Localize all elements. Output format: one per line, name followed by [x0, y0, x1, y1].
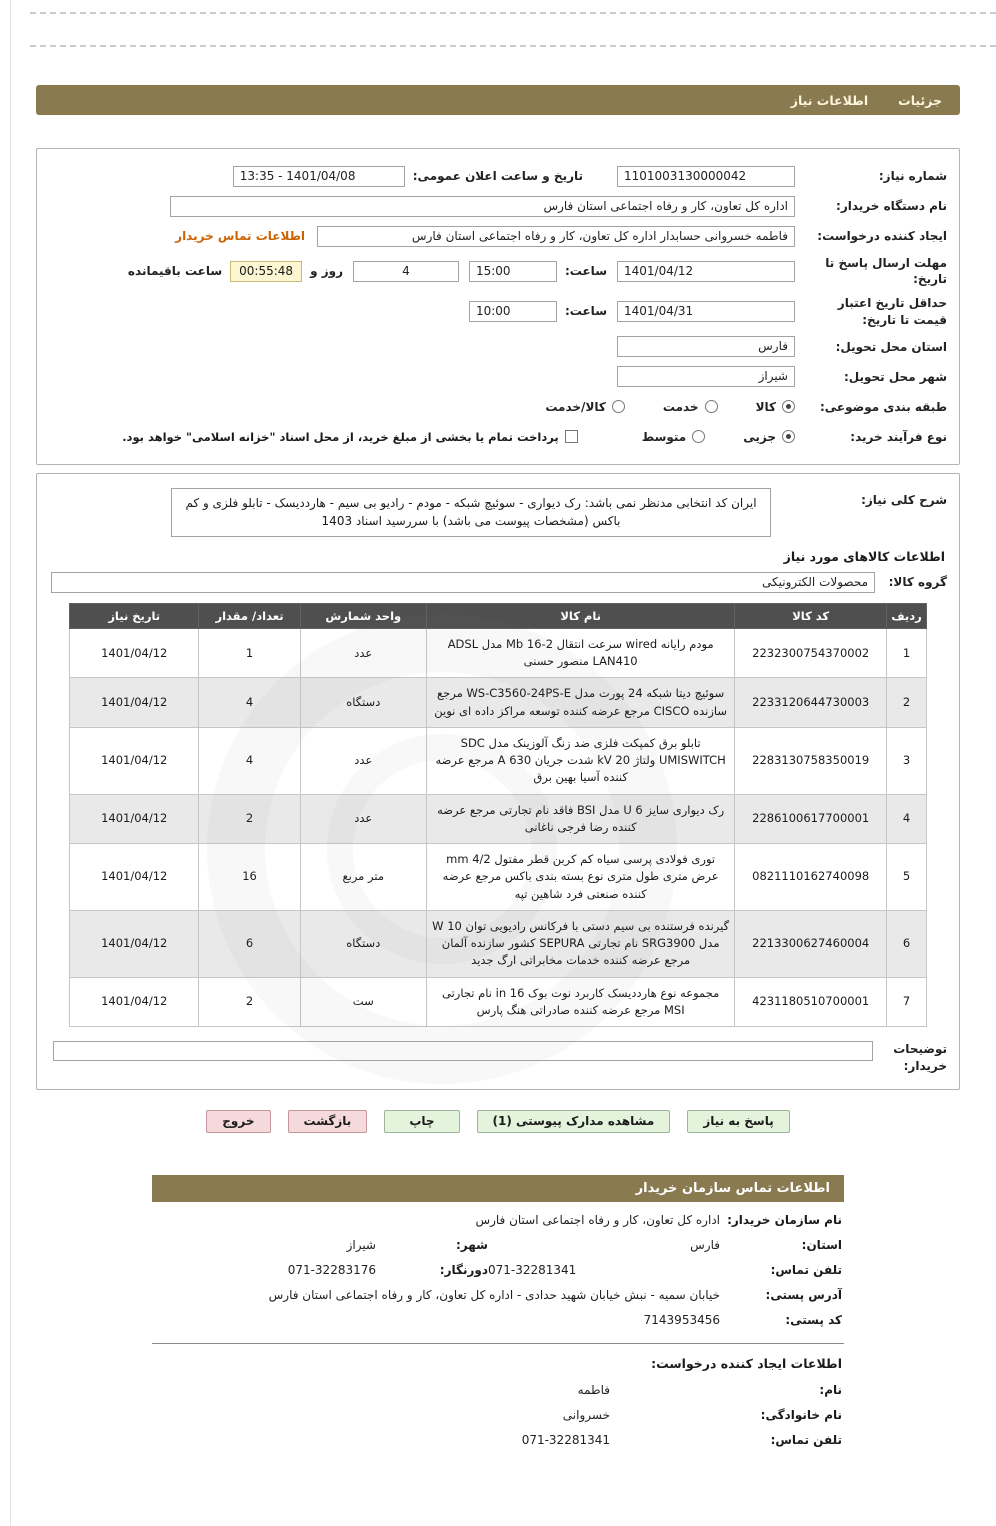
address-value: خیابان سمیه - نبش خیابان شهید حدادی - اداره کل تعاون، کار و رفاه اجتماعی استان فارس — [268, 1287, 720, 1302]
cell-item-code: 0821110162740098 — [735, 844, 887, 911]
fax-label: دورنگار: — [439, 1262, 488, 1277]
treasury-checkbox[interactable] — [565, 430, 578, 443]
items-table-header — [70, 603, 927, 628]
items-section-title: اطلاعات کالاهای مورد نیاز — [783, 548, 945, 564]
tab-bar — [36, 85, 960, 115]
buyer-notes-label: توضیحات خریدار: — [893, 1042, 947, 1073]
table-row[interactable] — [70, 977, 927, 1027]
org-name-row — [154, 1213, 842, 1227]
cell-row-number: 3 — [887, 727, 927, 794]
table-row[interactable] — [70, 628, 927, 678]
classification-row — [49, 396, 947, 418]
deadline-date-field[interactable]: 1401/04/12 — [617, 261, 795, 282]
first-name-row — [154, 1383, 842, 1397]
footer-city-label: شهر: — [456, 1237, 488, 1252]
buyer-org-label: نام دستگاه خریدار: — [836, 198, 947, 213]
radio-goods[interactable] — [782, 400, 795, 413]
page-left-rule — [10, 0, 11, 1526]
cell-need-date: 1401/04/12 — [70, 678, 199, 728]
top-dashed-divider — [30, 12, 996, 14]
radio-goods-service-label: کالا/خدمت — [545, 399, 606, 414]
goods-group-row — [49, 572, 947, 593]
radio-goods-service[interactable] — [612, 400, 625, 413]
buyer-org-field[interactable]: اداره کل تعاون، کار و رفاه اجتماعی استان فارس — [170, 196, 795, 217]
city-field[interactable]: شیراز — [617, 366, 795, 387]
org-name-label: نام سازمان خریدار: — [727, 1212, 842, 1227]
cell-need-date: 1401/04/12 — [70, 628, 199, 678]
footer-divider — [152, 1343, 844, 1344]
days-remaining-field[interactable]: 4 — [353, 261, 459, 282]
footer-city-value: شیراز — [346, 1237, 376, 1252]
cell-item-code: 2286100617700001 — [735, 794, 887, 844]
validity-time-field[interactable]: 10:00 — [469, 301, 557, 322]
cell-item-code: 2283130758350019 — [735, 727, 887, 794]
creator-row — [49, 225, 947, 247]
creator-field[interactable]: فاطمه خسروانی حسابدار اداره کل تعاون، کار و رفاه اجتماعی استان فارس — [317, 226, 795, 247]
cell-need-date: 1401/04/12 — [70, 794, 199, 844]
announce-label: تاریخ و ساعت اعلان عمومی: — [412, 168, 583, 183]
radio-minor[interactable] — [782, 430, 795, 443]
countdown-timer: 00:55:48 — [230, 261, 302, 282]
cell-unit: ست — [300, 977, 426, 1027]
first-name-value: فاطمه — [577, 1382, 610, 1397]
need-number-field[interactable]: 1101003130000042 — [617, 166, 795, 187]
cell-unit: عدد — [300, 794, 426, 844]
days-unit-label: روز و — [310, 264, 343, 279]
cell-need-date: 1401/04/12 — [70, 910, 199, 977]
header-row-number: ردیف — [887, 603, 927, 628]
table-row[interactable] — [70, 794, 927, 844]
cell-unit: متر مربع — [300, 844, 426, 911]
buyer-contact-section — [152, 1175, 844, 1447]
cell-item-name: تابلو برق کمپکت فلزی ضد زنگ آلوزینک مدل SDC UMISWITCH ولتاژ 20 kV شدت جریان 630 A مرجع عرضه کننده آسیا بهین برق — [426, 727, 734, 794]
header-item-name: نام کالا — [426, 603, 734, 628]
cell-quantity: 1 — [199, 628, 300, 678]
delivery-province-row — [49, 336, 947, 358]
cell-row-number: 2 — [887, 678, 927, 728]
postal-code-label: کد پستی: — [785, 1312, 842, 1327]
creator-phone-label: تلفن تماس: — [770, 1432, 842, 1447]
need-info-panel — [36, 148, 960, 465]
need-number-label: شماره نیاز: — [878, 168, 947, 183]
creator-phone-row — [154, 1433, 842, 1447]
process-label: نوع فرآیند خرید: — [850, 429, 947, 444]
page-content — [36, 85, 960, 1458]
cell-unit: عدد — [300, 628, 426, 678]
exit-button[interactable]: خروج — [206, 1110, 270, 1133]
cell-row-number: 5 — [887, 844, 927, 911]
first-name-label: نام: — [819, 1382, 842, 1397]
need-description-box[interactable]: ایران کد انتخابی مدنظر نمی باشد: رک دیواری - سوئیچ شبکه - مودم - رادیو بی سیم - هارددیسک - تابلو فلزی و کم باکس (مشخصات پیوست می باشد) با سررسید اسناد 1403 — [171, 488, 771, 537]
last-name-row — [154, 1408, 842, 1422]
org-name-value: اداره کل تعاون، کار و رفاه اجتماعی استان فارس — [475, 1212, 720, 1227]
cell-row-number: 6 — [887, 910, 927, 977]
items-table — [69, 603, 927, 1027]
buyer-org-row — [49, 195, 947, 217]
reply-to-need-button[interactable]: پاسخ به نیاز — [687, 1110, 789, 1133]
table-row[interactable] — [70, 910, 927, 977]
second-dashed-divider — [30, 45, 996, 47]
radio-medium[interactable] — [692, 430, 705, 443]
header-need-date: تاریخ نیاز — [70, 603, 199, 628]
cell-need-date: 1401/04/12 — [70, 844, 199, 911]
radio-goods-label: کالا — [755, 399, 776, 414]
cell-item-code: 4231180510700001 — [735, 977, 887, 1027]
buyer-notes-field[interactable] — [53, 1041, 873, 1061]
goods-group-label: گروه کالا: — [888, 575, 947, 590]
cell-unit: دستگاه — [300, 910, 426, 977]
province-label: استان محل تحویل: — [835, 339, 947, 354]
postal-code-value: 7143953456 — [643, 1312, 720, 1327]
price-validity-row — [49, 295, 947, 327]
cell-row-number: 7 — [887, 977, 927, 1027]
last-name-label: نام خانوادگی: — [760, 1407, 842, 1422]
last-name-value: خسروانی — [562, 1407, 610, 1422]
address-row — [154, 1288, 842, 1302]
phone-fax-row — [154, 1263, 842, 1277]
view-attachments-button[interactable]: مشاهده مدارک پیوستی (1) — [477, 1110, 671, 1133]
buyer-contact-link[interactable]: اطلاعات تماس خریدار — [175, 229, 305, 243]
header-quantity: تعداد/ مقدار — [199, 603, 300, 628]
buyer-notes-row — [49, 1041, 947, 1075]
action-buttons — [36, 1110, 960, 1133]
creator-label: ایجاد کننده درخواست: — [817, 228, 947, 243]
creator-info-header: اطلاعات ایجاد کننده درخواست: — [651, 1355, 842, 1371]
print-button[interactable]: چاپ — [384, 1110, 459, 1133]
cell-unit: عدد — [300, 727, 426, 794]
cell-item-name: مجموعه نوع هارددیسک کاربرد نوت بوک 16 in نام تجارتی MSI مرجع عرضه کننده صادراتی هنگ پارس — [426, 977, 734, 1027]
postal-code-row — [154, 1313, 842, 1327]
radio-service[interactable] — [705, 400, 718, 413]
cell-quantity: 16 — [199, 844, 300, 911]
deadline-label: مهلت ارسال پاسخ تا تاریخ: — [825, 256, 947, 287]
cell-item-name: سوئیچ دیتا شبکه 24 پورت مدل WS-C3560-24PS-E مرجع سازنده CISCO مرجع عرضه کننده توسعه مراکز داده ای نوین — [426, 678, 734, 728]
deadline-hour-label: ساعت: — [564, 264, 607, 279]
cell-quantity: 2 — [199, 794, 300, 844]
tab-details[interactable]: جزئیات — [898, 92, 942, 108]
treasury-note: پرداخت تمام یا بخشی از مبلغ خرید، از محل اسناد "خزانه اسلامی" خواهد بود. — [122, 429, 559, 444]
need-description-label: شرح کلی نیاز: — [861, 492, 947, 507]
validity-label: حداقل تاریخ اعتبار قیمت تا تاریخ: — [837, 296, 947, 327]
city-label: شهر محل تحویل: — [843, 369, 947, 384]
goods-group-field[interactable]: محصولات الکترونیکی — [51, 572, 875, 593]
cell-item-name: گیرنده فرستنده بی سیم دستی با فرکانس رادیویی توان 10 W مدل SRG3900 نام تجارتی SEPURA کشور سازنده آلمان مرجع عرضه کننده خدمات مخابراتی ارگ جدید — [426, 910, 734, 977]
footer-province-label: استان: — [801, 1237, 842, 1252]
buyer-contact-header: اطلاعات تماس سازمان خریدار — [152, 1175, 844, 1202]
process-type-row — [49, 426, 947, 448]
cell-quantity: 4 — [199, 727, 300, 794]
back-button[interactable]: بازگشت — [288, 1110, 368, 1133]
radio-medium-label: متوسط — [641, 429, 687, 444]
table-row[interactable] — [70, 727, 927, 794]
validity-date-field[interactable]: 1401/04/31 — [617, 301, 795, 322]
cell-item-name: مودم رایانه wired سرعت انتقال 2-16 Mb مدل ADSL LAN410 منصور حسنی — [426, 628, 734, 678]
cell-item-code: 2233120644730003 — [735, 678, 887, 728]
cell-row-number: 1 — [887, 628, 927, 678]
cell-item-code: 2232300754370002 — [735, 628, 887, 678]
fax-value: 071-32283176 — [287, 1262, 376, 1277]
cell-need-date: 1401/04/12 — [70, 727, 199, 794]
validity-hour-label: ساعت: — [564, 304, 607, 319]
address-label: آدرس پستی: — [765, 1287, 842, 1302]
cell-unit: دستگاه — [300, 678, 426, 728]
need-description-row — [49, 488, 947, 537]
phone-label: تلفن تماس: — [770, 1262, 842, 1277]
tab-need-info[interactable]: اطلاعات نیاز — [790, 92, 869, 108]
need-number-row — [49, 165, 947, 187]
cell-item-name: رک دیواری سایز 6 U مدل BSI فاقد نام تجارتی مرجع عرضه کننده رضا فرجی ناغانی — [426, 794, 734, 844]
creator-phone-value: 071-32281341 — [521, 1432, 610, 1447]
phone-value: 071-32281341 — [488, 1262, 577, 1277]
announce-datetime-field[interactable]: 13:35 - 1401/04/08 — [233, 166, 405, 187]
cell-need-date: 1401/04/12 — [70, 977, 199, 1027]
remaining-label: ساعت باقیمانده — [127, 264, 223, 279]
province-city-row — [154, 1238, 842, 1252]
table-row[interactable] — [70, 844, 927, 911]
items-panel — [36, 473, 960, 1090]
cell-quantity: 4 — [199, 678, 300, 728]
cell-quantity: 6 — [199, 910, 300, 977]
cell-quantity: 2 — [199, 977, 300, 1027]
radio-minor-label: جزیی — [743, 429, 776, 444]
header-unit: واحد شمارش — [300, 603, 426, 628]
province-field[interactable]: فارس — [617, 336, 795, 357]
radio-service-label: خدمت — [662, 399, 699, 414]
cell-item-code: 2213300627460004 — [735, 910, 887, 977]
deadline-row — [49, 255, 947, 287]
header-item-code: کد کالا — [735, 603, 887, 628]
table-row[interactable] — [70, 678, 927, 728]
delivery-city-row — [49, 366, 947, 388]
footer-province-value: فارس — [690, 1237, 720, 1252]
deadline-time-field[interactable]: 15:00 — [469, 261, 557, 282]
cell-row-number: 4 — [887, 794, 927, 844]
cell-item-name: توری فولادی پرسی سیاه کم کربن قطر مفتول 4/2 mm عرض متری طول متری نوع بسته بندی باکس مرجع عرضه کننده صنعتی فرد شاهین تپه — [426, 844, 734, 911]
classification-label: طبقه بندی موضوعی: — [819, 399, 947, 414]
